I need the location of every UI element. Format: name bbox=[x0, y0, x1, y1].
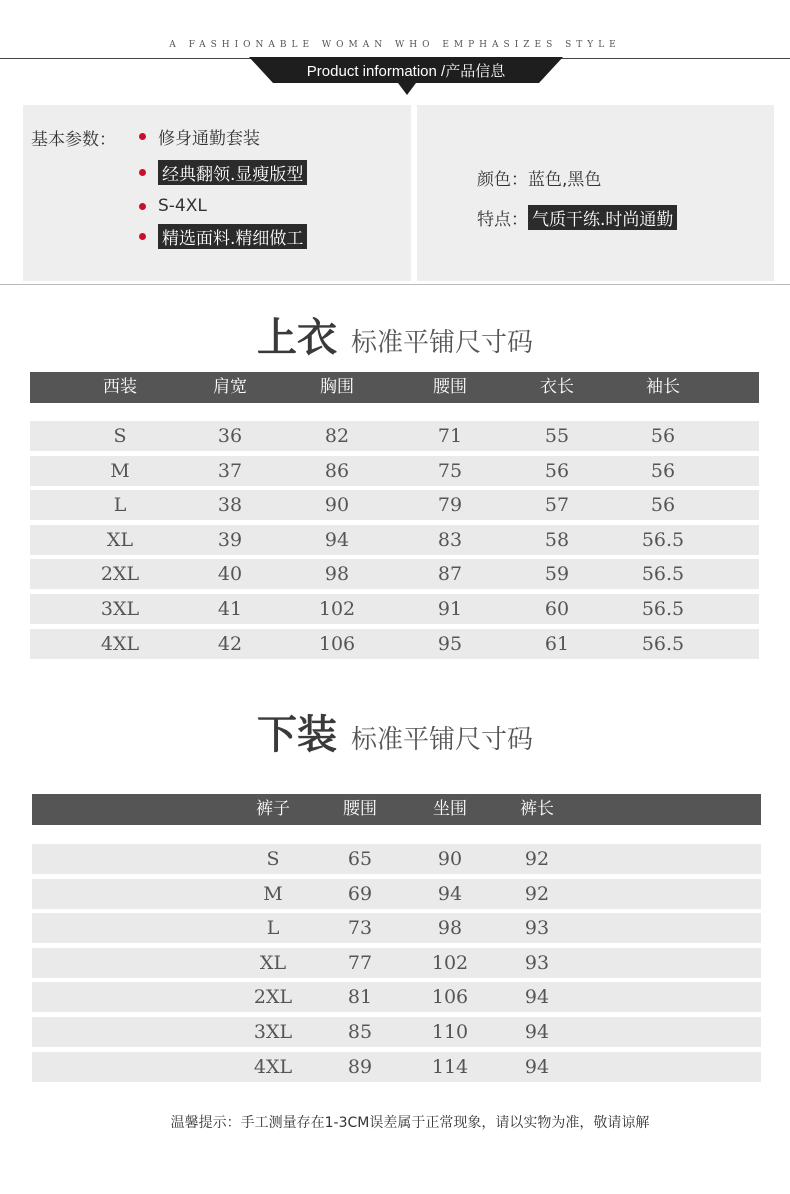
table-cell: 87 bbox=[437, 563, 463, 586]
column-header: 裤子 bbox=[256, 799, 290, 819]
table-row bbox=[30, 456, 759, 486]
param-text-highlighted: 经典翻领.显瘦版型 bbox=[158, 160, 307, 185]
table-cell: 58 bbox=[544, 528, 570, 551]
table-cell: 79 bbox=[437, 494, 463, 517]
table-cell: 2XL bbox=[100, 563, 140, 586]
table-cell: 73 bbox=[347, 917, 373, 940]
param-text: 修身通勤套装 bbox=[158, 128, 260, 149]
table-cell: 92 bbox=[524, 882, 550, 905]
table-row bbox=[30, 559, 759, 589]
table-cell: 93 bbox=[524, 951, 550, 974]
table-cell: 3XL bbox=[100, 598, 140, 620]
column-header: 坐围 bbox=[433, 799, 467, 819]
column-header: 衣长 bbox=[540, 377, 574, 397]
table-cell: L bbox=[113, 494, 127, 517]
table-cell: 95 bbox=[437, 632, 463, 655]
table-cell: 61 bbox=[544, 632, 570, 655]
table-cell: 75 bbox=[437, 459, 463, 482]
column-header: 裤长 bbox=[520, 799, 554, 819]
bullet-dot-icon bbox=[139, 203, 146, 210]
color-feature-panel bbox=[417, 105, 774, 281]
table-cell: 82 bbox=[324, 425, 350, 447]
bottom-title-main: 下装 bbox=[256, 712, 337, 758]
bullet-dot-icon bbox=[139, 169, 146, 176]
table-cell: 55 bbox=[544, 425, 570, 447]
table-cell: 90 bbox=[437, 848, 463, 870]
table-row bbox=[30, 490, 759, 520]
table-cell: 69 bbox=[347, 882, 373, 905]
table-cell: 40 bbox=[217, 563, 243, 586]
column-header: 袖长 bbox=[646, 377, 680, 397]
color-value: 蓝色,黑色 bbox=[528, 169, 602, 190]
table-cell: 89 bbox=[347, 1055, 373, 1078]
color-row bbox=[477, 164, 601, 190]
table-cell: 38 bbox=[217, 494, 243, 517]
table-cell: 86 bbox=[324, 459, 350, 482]
table-cell: 114 bbox=[431, 1055, 469, 1078]
param-item bbox=[139, 160, 307, 184]
table-cell: 106 bbox=[431, 986, 469, 1009]
table-cell: 4XL bbox=[100, 632, 140, 655]
table-cell: 90 bbox=[324, 494, 350, 517]
table-cell: 94 bbox=[324, 528, 350, 551]
banner-title: Product information /产品信息 bbox=[306, 63, 506, 80]
top-title-main: 上衣 bbox=[256, 315, 337, 361]
table-cell: 59 bbox=[544, 563, 570, 586]
table-row bbox=[32, 982, 761, 1012]
top-title-sub: 标准平铺尺寸码 bbox=[350, 328, 533, 358]
product-info-banner bbox=[249, 57, 563, 97]
table-cell: 102 bbox=[431, 951, 469, 974]
table-cell: 56.5 bbox=[641, 632, 685, 655]
table-cell: 81 bbox=[347, 986, 373, 1009]
column-header: 腰围 bbox=[433, 377, 467, 397]
table-cell: 94 bbox=[524, 986, 550, 1009]
top-size-title bbox=[0, 315, 790, 361]
table-cell: 2XL bbox=[253, 986, 293, 1009]
table-header bbox=[30, 372, 759, 403]
table-cell: 83 bbox=[437, 528, 463, 551]
bottom-title-sub: 标准平铺尺寸码 bbox=[350, 725, 533, 755]
table-cell: 94 bbox=[524, 1055, 550, 1078]
table-cell: 60 bbox=[544, 598, 570, 620]
table-cell: 92 bbox=[524, 848, 550, 870]
table-cell: 106 bbox=[318, 632, 356, 655]
table-row bbox=[32, 948, 761, 978]
table-cell: M bbox=[110, 459, 130, 482]
column-header: 肩宽 bbox=[213, 377, 247, 397]
table-cell: 85 bbox=[347, 1021, 373, 1043]
table-cell: 56.5 bbox=[641, 598, 685, 620]
table-header bbox=[32, 794, 761, 825]
column-header: 胸围 bbox=[320, 377, 354, 397]
table-cell: 71 bbox=[437, 425, 463, 447]
table-cell: 77 bbox=[347, 951, 373, 974]
column-header: 腰围 bbox=[343, 799, 377, 819]
table-row bbox=[32, 844, 761, 874]
table-cell: 4XL bbox=[253, 1055, 293, 1078]
table-cell: 102 bbox=[318, 598, 356, 620]
table-row bbox=[30, 525, 759, 555]
table-cell: 3XL bbox=[253, 1021, 293, 1043]
color-label: 颜色： bbox=[477, 169, 528, 190]
table-cell: 57 bbox=[544, 494, 570, 517]
table-row bbox=[32, 913, 761, 943]
param-text-highlighted: 精选面料.精细做工 bbox=[158, 224, 307, 249]
table-cell: 41 bbox=[217, 598, 243, 620]
table-cell: 98 bbox=[437, 917, 463, 940]
bullet-dot-icon bbox=[139, 133, 146, 140]
param-item bbox=[139, 224, 307, 248]
bullet-dot-icon bbox=[139, 233, 146, 240]
column-header: 西装 bbox=[103, 377, 137, 397]
table-cell: L bbox=[266, 917, 280, 940]
feature-row bbox=[477, 204, 677, 230]
table-cell: 36 bbox=[217, 425, 243, 447]
feature-label: 特点： bbox=[477, 209, 528, 230]
table-cell: 39 bbox=[217, 528, 243, 551]
basic-params-panel bbox=[23, 105, 411, 281]
table-cell: XL bbox=[259, 951, 287, 974]
param-text: S-4XL bbox=[158, 196, 207, 216]
params-label: 基本参数： bbox=[31, 130, 116, 150]
table-cell: S bbox=[266, 848, 280, 870]
table-cell: 56 bbox=[650, 459, 676, 482]
table-cell: 37 bbox=[217, 459, 243, 482]
table-cell: 98 bbox=[324, 563, 350, 586]
feature-value: 气质干练.时尚通勤 bbox=[528, 205, 677, 230]
table-cell: 56.5 bbox=[641, 528, 685, 551]
table-cell: 56 bbox=[544, 459, 570, 482]
table-row bbox=[30, 629, 759, 659]
table-cell: 94 bbox=[524, 1021, 550, 1043]
table-cell: 42 bbox=[217, 632, 243, 655]
table-cell: M bbox=[263, 882, 283, 905]
table-row bbox=[32, 1052, 761, 1082]
param-item bbox=[139, 194, 207, 218]
table-cell: 93 bbox=[524, 917, 550, 940]
table-cell: 110 bbox=[431, 1021, 469, 1043]
table-cell: 56 bbox=[650, 494, 676, 517]
panel-divider bbox=[0, 284, 790, 285]
table-cell: S bbox=[113, 425, 127, 447]
table-row bbox=[30, 421, 759, 451]
table-row bbox=[30, 594, 759, 624]
table-cell: 94 bbox=[437, 882, 463, 905]
table-cell: 56 bbox=[650, 425, 676, 447]
bottom-size-title bbox=[0, 712, 790, 758]
table-cell: XL bbox=[106, 528, 134, 551]
table-row bbox=[32, 1017, 761, 1047]
table-cell: 56.5 bbox=[641, 563, 685, 586]
table-row bbox=[32, 879, 761, 909]
tagline: A FASHIONABLE WOMAN WHO EMPHASIZES STYLE bbox=[169, 40, 621, 50]
measurement-tip: 温馨提示：手工测量存在1-3CM误差属于正常现象，请以实物为准，敬请谅解 bbox=[170, 1115, 650, 1131]
param-item bbox=[139, 124, 260, 148]
table-cell: 91 bbox=[437, 598, 463, 620]
table-cell: 65 bbox=[347, 848, 373, 870]
